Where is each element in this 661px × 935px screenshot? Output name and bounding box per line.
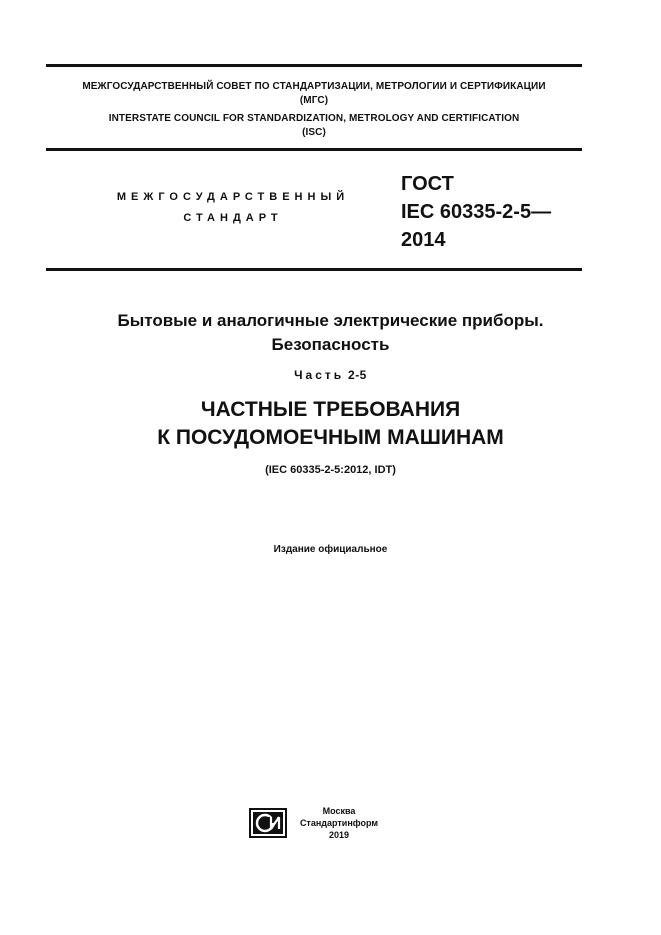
iec-reference: (IEC 60335-2-5:2012, IDT) (265, 464, 396, 476)
council-en-name: INTERSTATE COUNCIL FOR STANDARDIZATION, METROLOGY AND CERTIFICATION (108, 113, 520, 124)
gost-designation (401, 170, 551, 254)
gost-label: ГОСТ (401, 173, 454, 195)
standartinform-logo-icon (249, 808, 287, 838)
part-label (0, 368, 661, 382)
middle-rule (46, 148, 582, 151)
document-title (0, 309, 661, 357)
publisher-year: 2019 (328, 830, 350, 840)
gost-number: IEC 60335-2-5— (401, 201, 552, 223)
bottom-rule (46, 268, 582, 271)
edition-label: Издание официальное (273, 544, 388, 555)
requirements-line2: К ПОСУДОМОЕЧНЫМ МАШИНАМ (157, 426, 504, 449)
requirements-line1: ЧАСТНЫЕ ТРЕБОВАНИЯ (200, 398, 461, 421)
requirements-title (0, 396, 661, 452)
council-ru-abbr: (МГС) (299, 95, 329, 106)
part-number: 2-5 (348, 368, 367, 382)
title-line1: Бытовые и аналогичные электрические приборы. (117, 311, 544, 330)
title-line2: Безопасность (271, 335, 390, 354)
gost-year: 2014 (401, 229, 446, 251)
council-ru-name: МЕЖГОСУДАРСТВЕННЫЙ СОВЕТ ПО СТАНДАРТИЗАЦИИ, МЕТРОЛОГИИ И СЕРТИФИКАЦИИ (82, 81, 546, 92)
publisher-name: Стандартинформ (299, 818, 379, 828)
publisher-block (296, 805, 382, 841)
top-rule (46, 64, 582, 67)
standard-type-line2: СТАНДАРТ (183, 212, 283, 224)
publisher-city: Москва (322, 806, 356, 816)
part-word: Часть (294, 368, 345, 382)
standard-type-line1: МЕЖГОСУДАРСТВЕННЫЙ (116, 191, 350, 203)
council-ru (46, 80, 582, 108)
council-en (46, 112, 582, 140)
council-en-abbr: (ISC) (302, 127, 326, 138)
